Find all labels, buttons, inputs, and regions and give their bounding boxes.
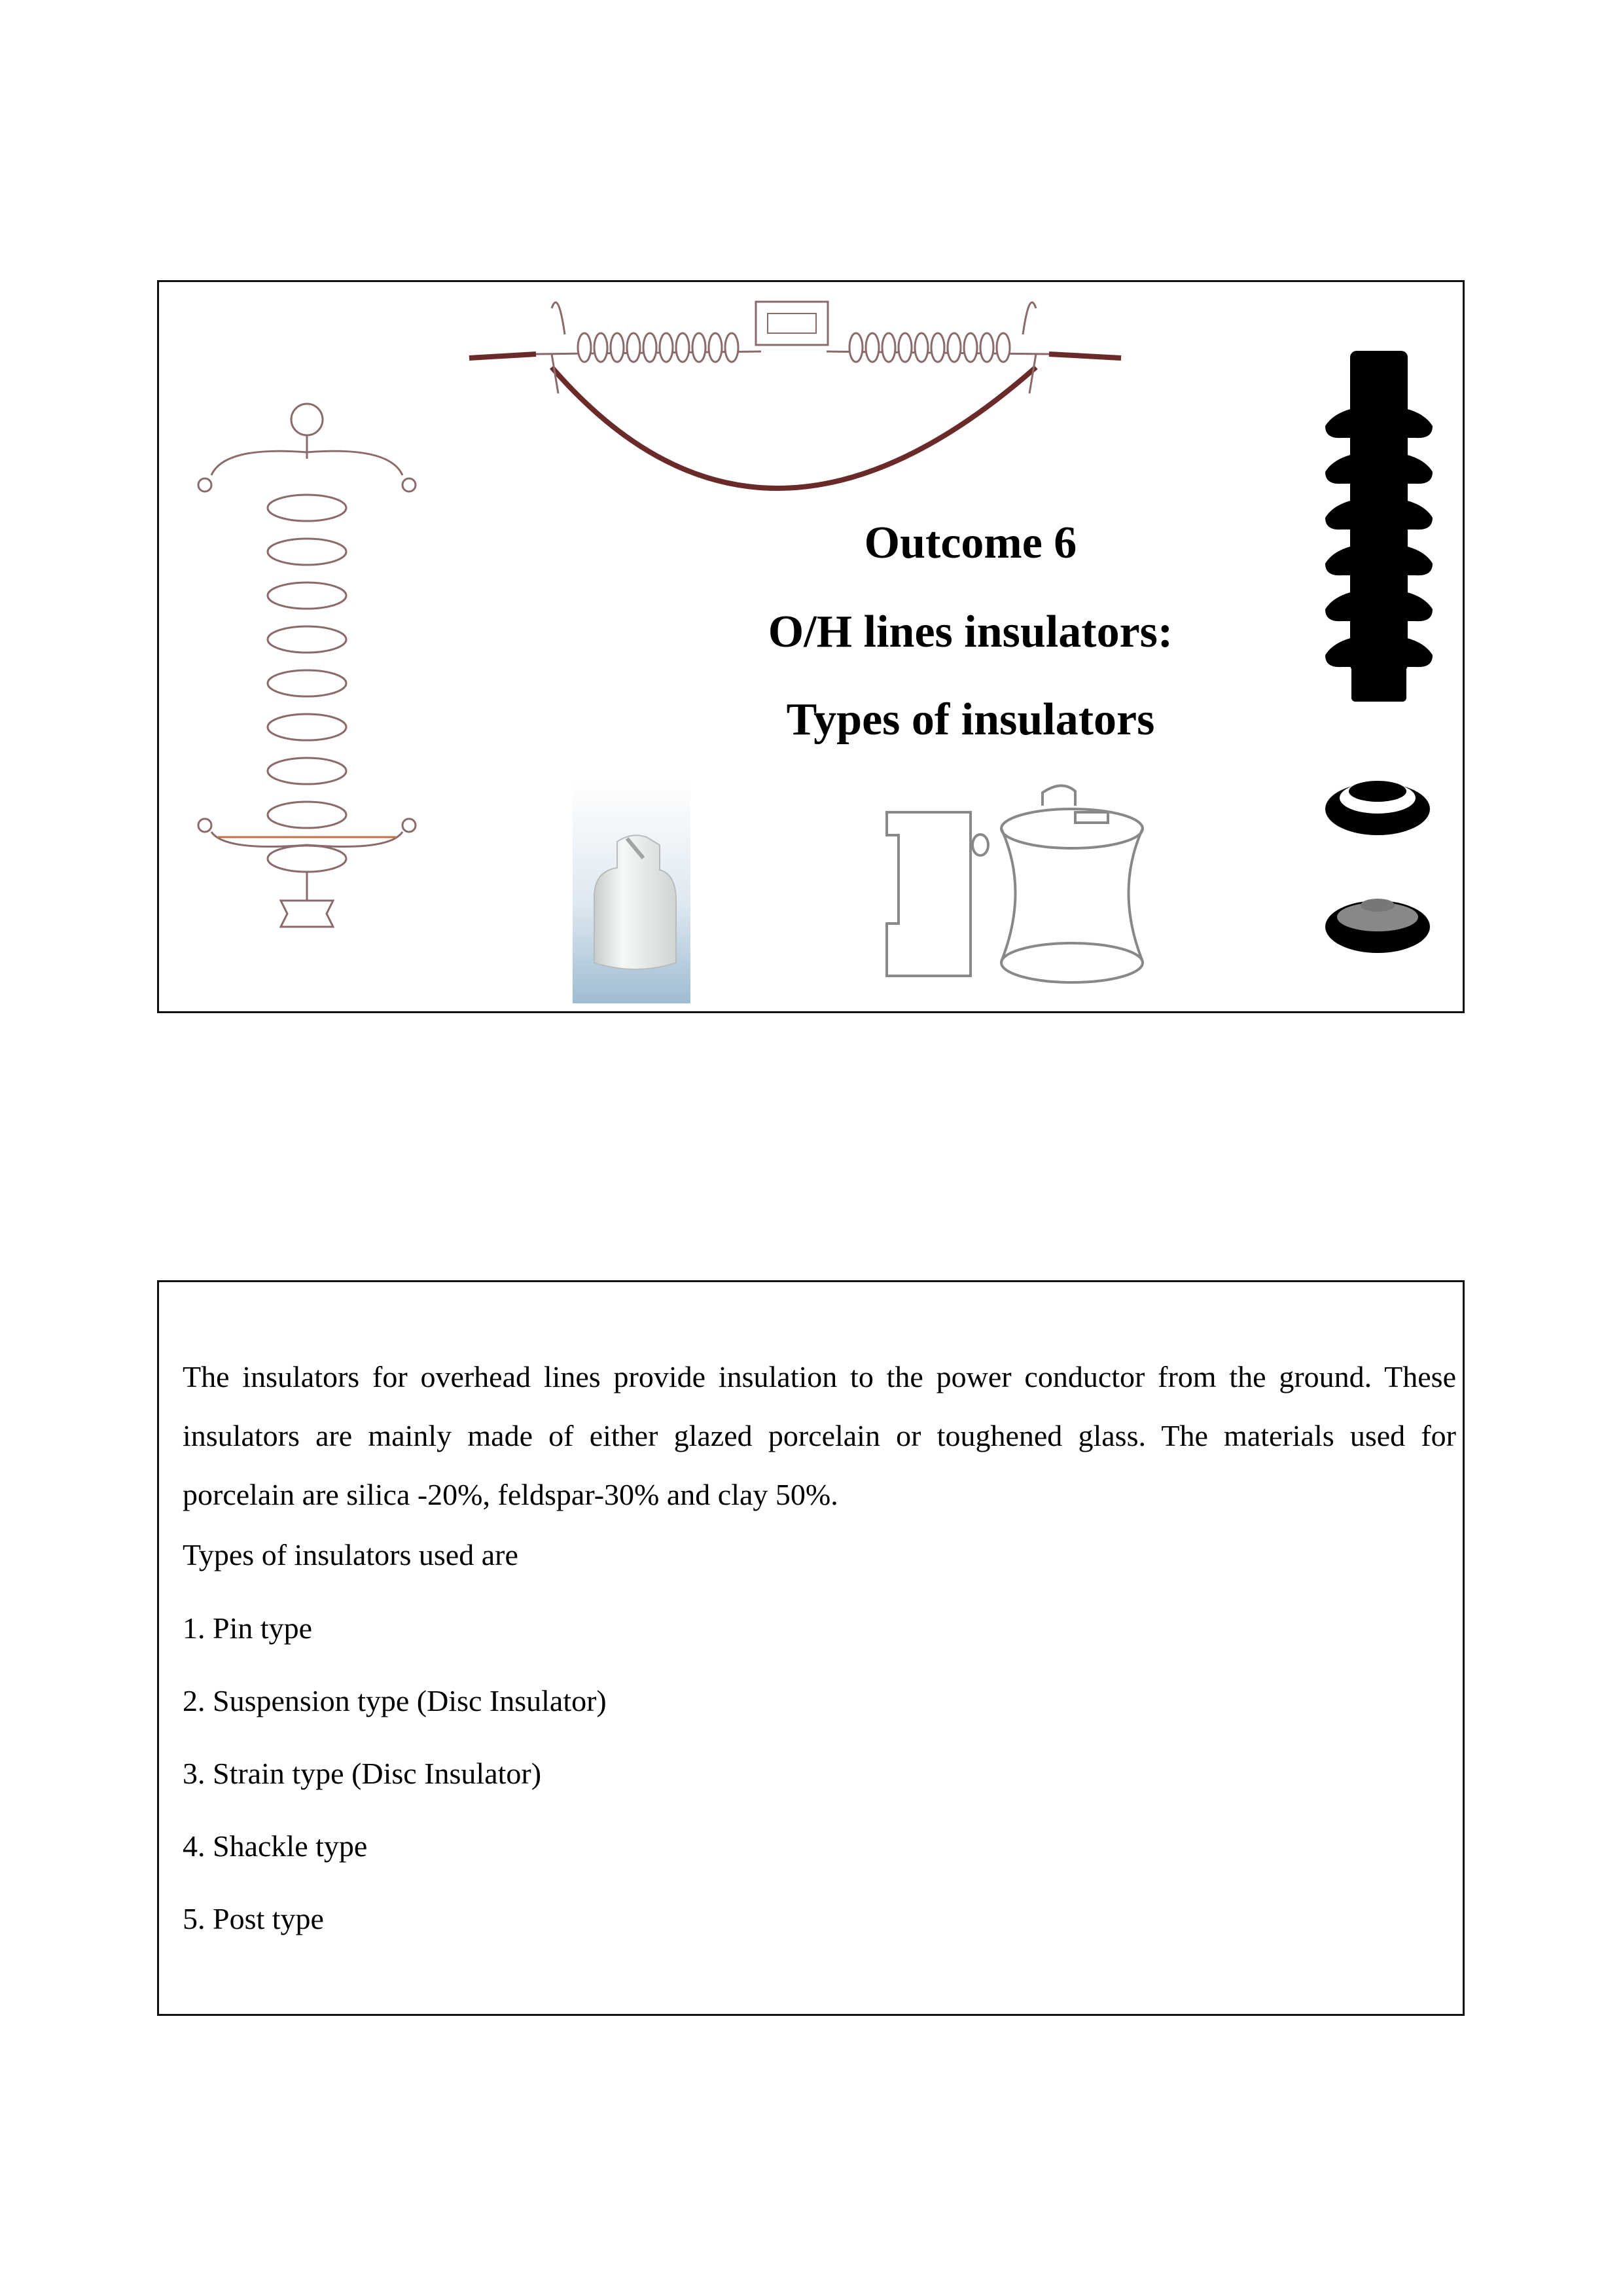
slide-title-outcome: Outcome 6 bbox=[864, 518, 1077, 568]
notes-frame bbox=[157, 1280, 1465, 2016]
disc-insulator-silhouettes bbox=[1325, 781, 1430, 953]
list-item-pin-type: 1. Pin type bbox=[183, 1611, 313, 1645]
shackle-insulator-drawing bbox=[887, 785, 1143, 982]
types-intro: Types of insulators used are bbox=[183, 1538, 518, 1571]
list-item-post-type: 5. Post type bbox=[183, 1902, 324, 1935]
slide-title-topic: O/H lines insulators: bbox=[768, 607, 1173, 657]
title-slide-frame bbox=[157, 280, 1465, 1013]
suspension-insulator-string bbox=[198, 404, 416, 927]
slide-title-subtopic: Types of insulators bbox=[786, 694, 1155, 745]
notes-paragraph: The insulators for overhead lines provide insulation to the power conductor from the ground. These insulators are mainly made of either glazed porcelain or toughened glass. The materials used for porcelain are silica -20%, feldspar-30% and clay 50%. bbox=[183, 1360, 1456, 1511]
pin-insulator-photo bbox=[573, 780, 690, 1003]
list-item-suspension-type: 2. Suspension type (Disc Insulator) bbox=[183, 1684, 607, 1717]
list-item-strain-type: 3. Strain type (Disc Insulator) bbox=[183, 1757, 542, 1790]
strain-insulator-string bbox=[469, 302, 1121, 488]
list-item-shackle-type: 4. Shackle type bbox=[183, 1829, 368, 1863]
